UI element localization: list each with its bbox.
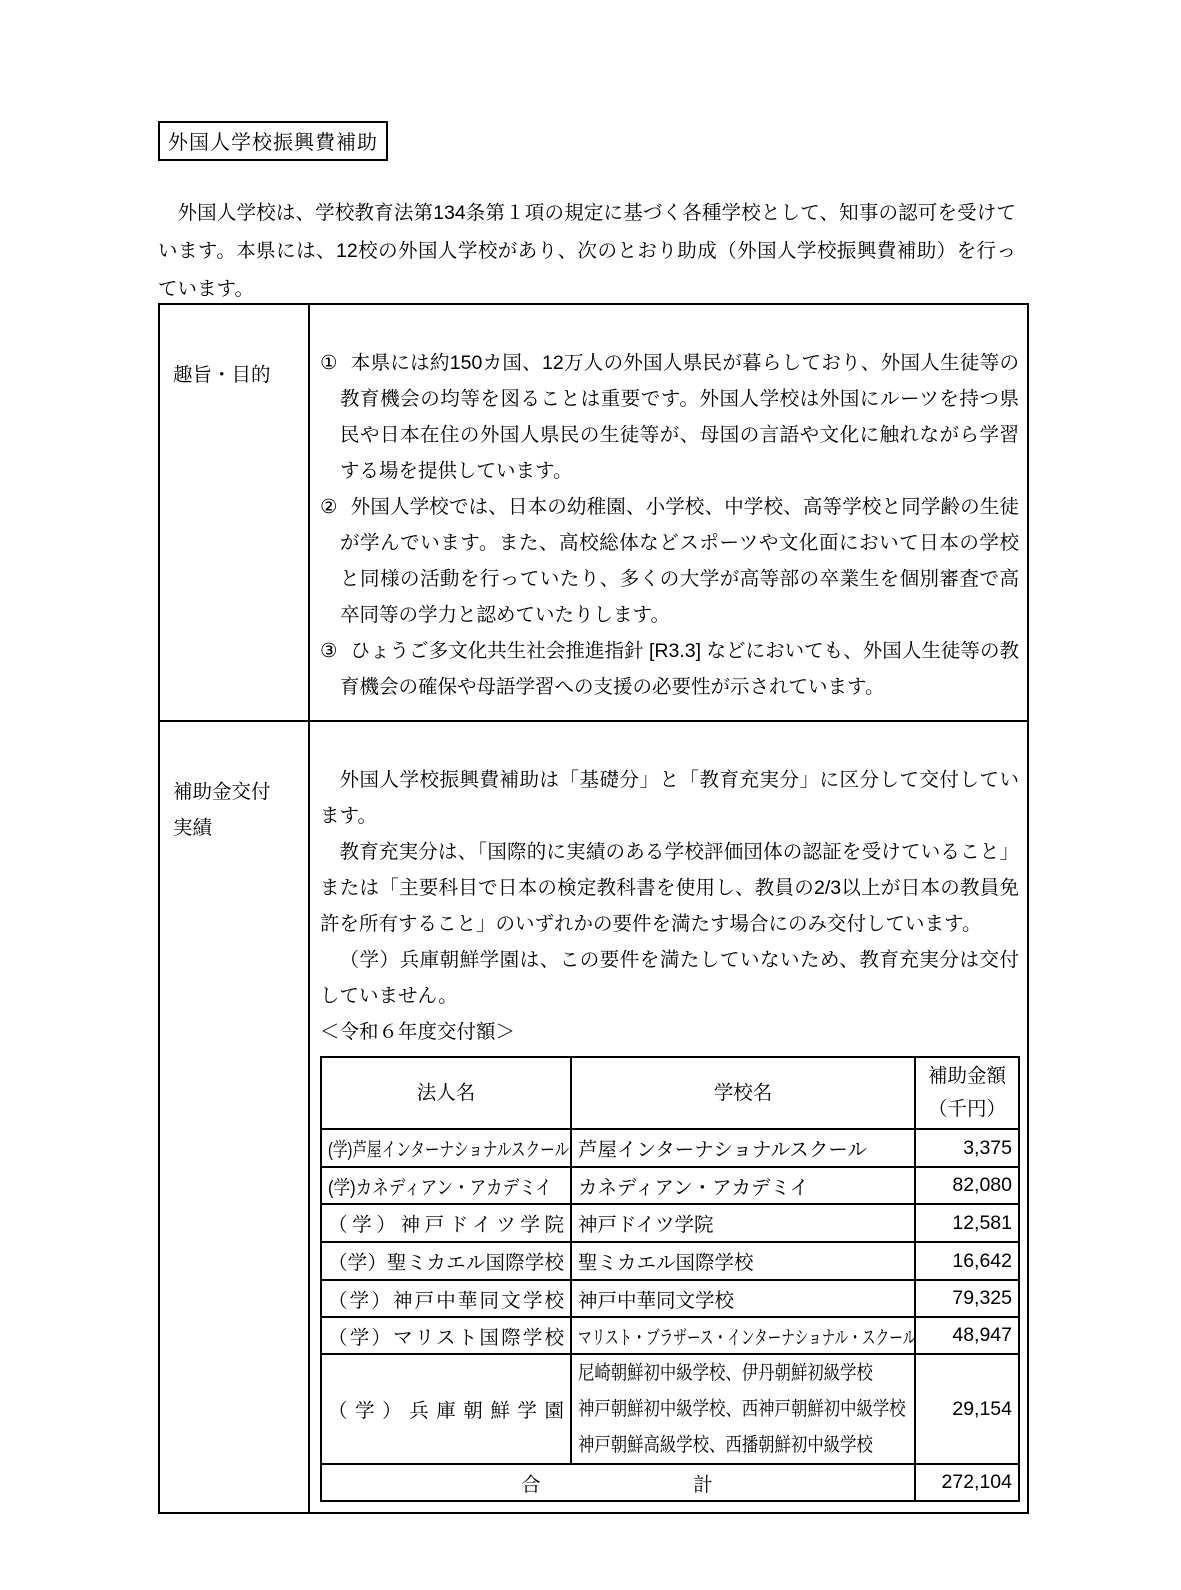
item-number-2: ② — [320, 496, 338, 518]
item-text-2: 外国人学校では、日本の幼稚園、小学校、中学校、高等学校と同学齢の生徒が学んでいます。また、高校総体などスポーツや文化面において日本の学校と同様の活動を行っていたり、多くの大学が高等部の卒業生を個別審査で高卒同等の学力と認めていたりします。 — [340, 496, 1019, 626]
amount-cell: 29,154 — [915, 1354, 1019, 1464]
school-name: 聖ミカエル国際学校 — [578, 1252, 754, 1274]
corp-cell — [321, 1167, 571, 1204]
amount-cell: 48,947 — [915, 1317, 1019, 1354]
corp-cell: （学）神戸中華同文学校 — [321, 1280, 571, 1317]
corp-cell: （学）マリスト国際学校 — [321, 1317, 571, 1354]
table-row — [321, 1242, 1019, 1280]
grant-paragraph-2: 教育充実分は、「国際的に実績のある学校評価団体の認証を受けていること」または「主要科目で日本の検定教科書を使用し、教員の2/3以上が日本の教員免許を所有すること」のいずれかの要件を満たす場合にのみ交付しています。 — [320, 841, 1019, 935]
header-amount-line1: 補助金額 — [927, 1065, 1006, 1087]
grant-content-cell — [309, 721, 1028, 1513]
header-corp-name: 法人名 — [321, 1057, 571, 1129]
amount-cell: 82,080 — [915, 1167, 1019, 1204]
table-row — [321, 1354, 1019, 1464]
corp-cell: （学）神戸ドイツ学院 — [321, 1204, 571, 1242]
total-label: 合 計 — [321, 1464, 915, 1501]
amount-cell: 12,581 — [915, 1204, 1019, 1242]
school-cell — [571, 1204, 915, 1242]
item-text-1: 本県には約150カ国、12万人の外国人県民が暮らしており、外国人生徒等の教育機会の均等を図ることは重要です。外国人学校は外国にルーツを持つ県民や日本在住の外国人県民の生徒等が、母国の言語や文化に触れながら学習する場を提供しています。 — [340, 352, 1019, 482]
purpose-item-3 — [320, 633, 1019, 705]
grant-paragraph-3: （学）兵庫朝鮮学園は、この要件を満たしていないため、教育充実分は交付していません。 — [320, 949, 1019, 1007]
header-amount-line2: （千円） — [927, 1098, 1006, 1120]
purpose-item-1 — [320, 345, 1019, 489]
main-layout-table — [158, 303, 1029, 1514]
school-name: 神戸ドイツ学院 — [578, 1214, 714, 1236]
grant-table-caption: ＜令和６年度交付額＞ — [320, 1021, 516, 1043]
table-row — [321, 1317, 1019, 1354]
school-cell — [571, 1317, 915, 1354]
school-cell — [571, 1129, 915, 1167]
grant-row — [159, 721, 1028, 1513]
table-row — [321, 1167, 1019, 1204]
corp-name: (学)芦屋インターナショナルスクール — [328, 1139, 570, 1161]
school-cell — [571, 1167, 915, 1204]
school-cell — [571, 1242, 915, 1280]
purpose-row — [159, 304, 1028, 721]
grant-label-cell — [159, 721, 309, 1513]
school-name-line1: 尼崎朝鮮初中級学校、伊丹朝鮮初級学校 — [578, 1362, 873, 1384]
item-number-1: ① — [320, 352, 338, 374]
purpose-label-cell — [159, 304, 309, 721]
grant-paragraph-1: 外国人学校振興費補助は「基礎分」と「教育充実分」に区分して交付しています。 — [320, 769, 1019, 827]
item-text-3: ひょうご多文化共生社会推進指針 [R3.3] などにおいても、外国人生徒等の教育機会の確保や母語学習への支援の必要性が示されています。 — [340, 640, 1019, 698]
amount-cell: 79,325 — [915, 1280, 1019, 1317]
table-total-row — [321, 1464, 1019, 1501]
corp-name: (学)カネディアン・アカデミイ — [328, 1176, 552, 1199]
amount-cell: 16,642 — [915, 1242, 1019, 1280]
purpose-item-2 — [320, 489, 1019, 633]
table-row — [321, 1129, 1019, 1167]
school-cell — [571, 1354, 915, 1464]
total-amount-cell: 272,104 — [915, 1464, 1019, 1501]
grant-amount-table — [320, 1056, 1020, 1502]
school-name: 神戸中華同文学校 — [578, 1289, 735, 1312]
school-cell — [571, 1280, 915, 1317]
page-title: 外国人学校振興費補助 — [158, 121, 388, 161]
table-header-row — [321, 1057, 1019, 1129]
corp-cell: （学）聖ミカエル国際学校 — [321, 1242, 571, 1280]
amount-cell: 3,375 — [915, 1129, 1019, 1167]
school-name: カネディアン・アカデミイ — [578, 1176, 809, 1199]
school-name-line2: 神戸朝鮮初中級学校、西神戸朝鮮初中級学校 — [578, 1398, 906, 1420]
purpose-content-cell — [309, 304, 1028, 721]
item-number-3: ③ — [320, 640, 338, 662]
purpose-label: 趣旨・目的 — [173, 364, 271, 386]
header-amount — [915, 1057, 1019, 1129]
header-school-name: 学校名 — [571, 1057, 915, 1129]
intro-paragraph: 外国人学校は、学校教育法第134条第１項の規定に基づく各種学校として、知事の認可を受けています。本県には、12校の外国人学校があり、次のとおり助成（外国人学校振興費補助）を行っています。 — [158, 202, 1016, 300]
school-name-line3: 神戸朝鮮高級学校、西播朝鮮初中級学校 — [578, 1434, 873, 1456]
school-name: 芦屋インターナショナルスクール — [578, 1139, 867, 1161]
grant-label: 補助金交付実績 — [173, 781, 271, 839]
corp-cell: （学）兵庫朝鮮学園 — [321, 1354, 571, 1464]
table-row — [321, 1280, 1019, 1317]
corp-cell — [321, 1129, 571, 1167]
school-name: マリスト・ブラザース・インターナショナル・スクール — [578, 1326, 917, 1349]
table-row — [321, 1204, 1019, 1242]
